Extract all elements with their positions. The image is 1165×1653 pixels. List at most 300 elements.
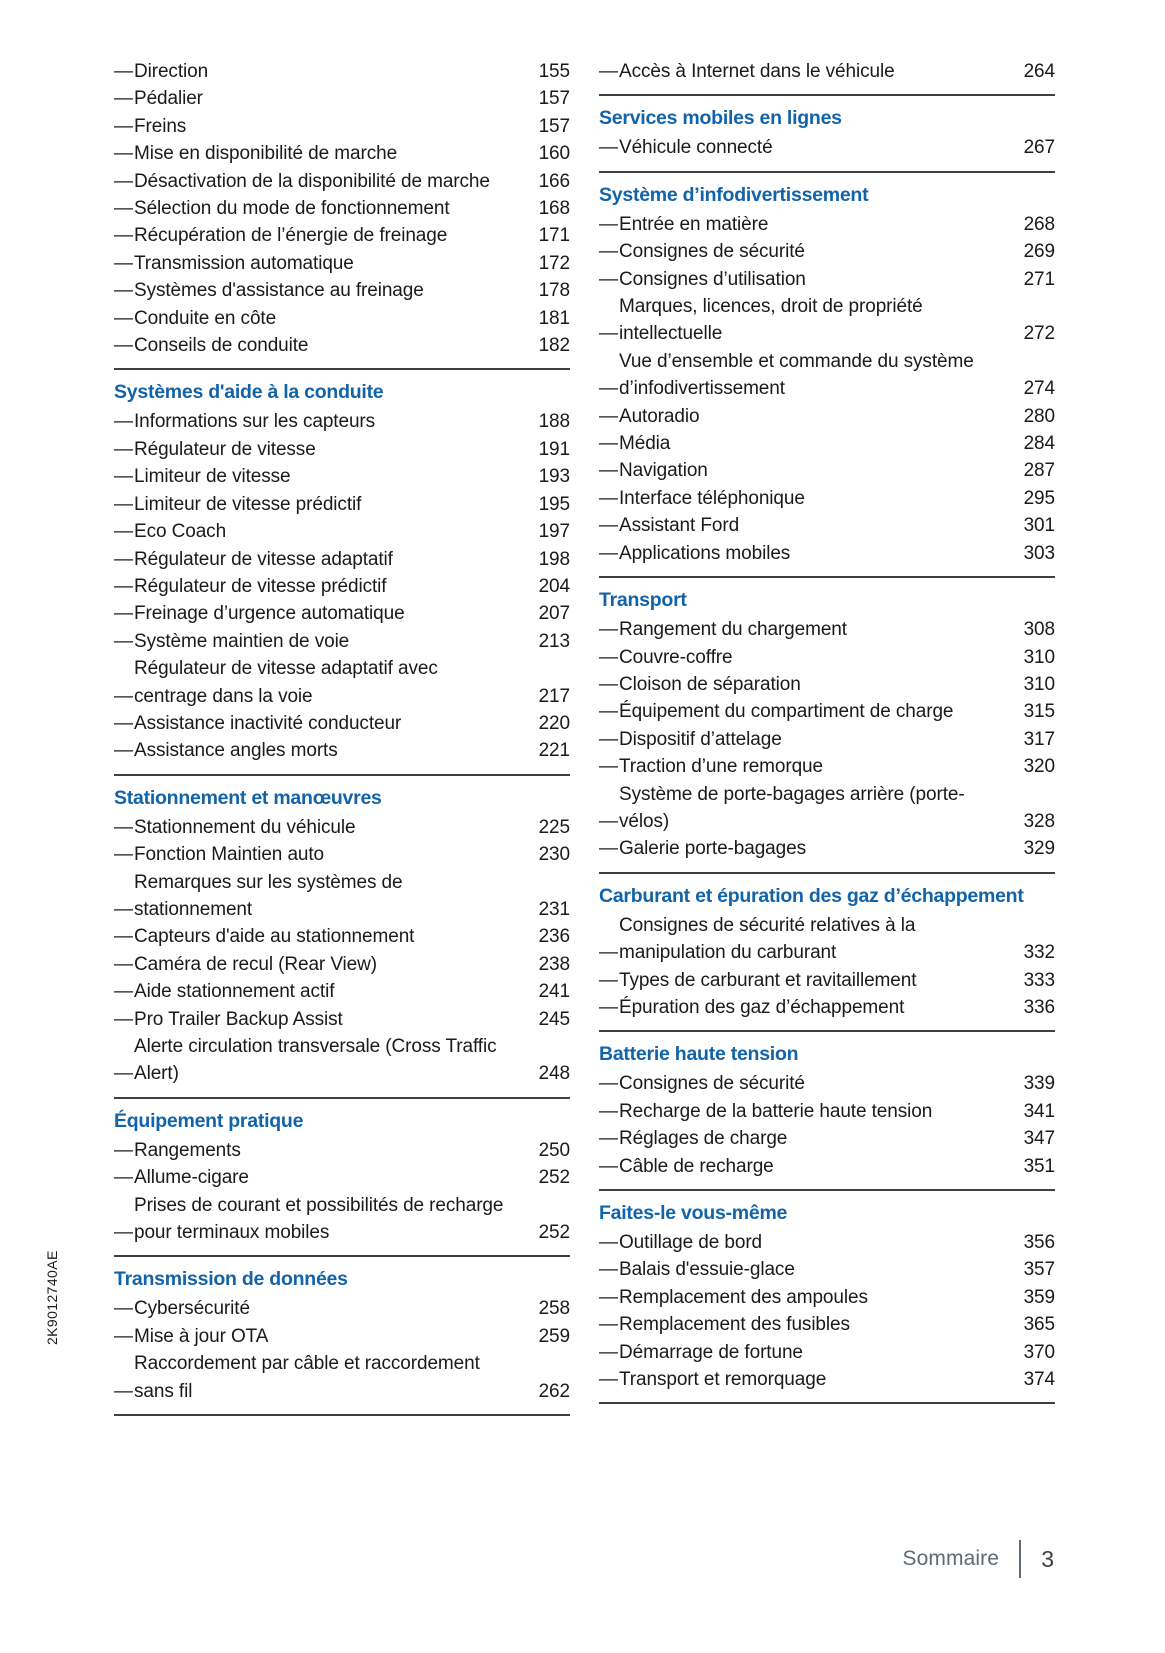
toc-entry[interactable] [599,1366,1055,1393]
toc-section-title: Équipement pratique [114,1109,304,1132]
entry-dash-icon: — [599,1073,618,1095]
toc-entry[interactable] [599,1153,1055,1180]
toc-section [114,1109,570,1247]
section-divider [599,171,1055,173]
toc-entry-page-number: 310 [1023,673,1055,695]
toc-entry-page-number: 252 [538,1167,570,1189]
toc-entry-page-number: 225 [538,816,570,838]
toc-entry-label: Eco Coach [134,521,227,543]
toc-entry-label: Allume-cigare [134,1167,249,1189]
toc-entry[interactable] [599,512,1055,539]
toc-entry-label: Direction [134,61,209,82]
toc-entry-page-number: 339 [1023,1073,1055,1095]
toc-entry[interactable] [599,540,1055,567]
toc-entry-label: Système maintien de voie [134,630,350,652]
toc-entry-label: Pro Trailer Backup Assist [134,1008,343,1030]
entry-dash-icon: — [599,996,618,1018]
toc-entry[interactable] [599,1311,1055,1338]
section-divider [114,1255,570,1257]
entry-dash-icon: — [114,252,133,274]
toc-section-title: Transport [599,589,687,612]
entry-dash-icon: — [114,1222,133,1244]
toc-entry-page-number: 238 [538,953,570,975]
toc-entry-label: Consignes de sécurité [619,241,805,263]
toc-entry[interactable] [114,978,570,1005]
toc-section-title: Systèmes d'aide à la conduite [114,381,384,404]
toc-entry-label: Véhicule connecté [619,137,773,159]
entry-dash-icon: — [114,438,133,460]
toc-entry-label: Transport et remorquage [619,1369,827,1391]
toc-entry-label: Pédalier [134,88,203,110]
toc-entry[interactable] [114,408,570,435]
toc-entry-page-number: 236 [538,926,570,948]
toc-section [599,106,1055,161]
toc-entry[interactable] [599,403,1055,430]
toc-entry-label: Média [619,433,671,455]
toc-entry-page-number: 245 [538,1008,570,1030]
section-divider [599,1402,1055,1404]
toc-entry-page-number: 193 [538,466,570,488]
toc-entry-page-number: 171 [538,225,570,247]
entry-dash-icon: — [114,1325,133,1347]
toc-entry-page-number: 178 [538,280,570,302]
toc-entry-label: Dispositif d’attelage [619,728,782,750]
toc-entry-label: Mise à jour OTA [134,1325,269,1347]
toc-entry-page-number: 157 [538,115,570,137]
toc-entry[interactable] [599,1256,1055,1283]
toc-section [599,1042,1055,1180]
toc-entry-page-number: 347 [1023,1128,1055,1150]
toc-entry-page-number: 188 [538,411,570,433]
toc-section-title: Système d’infodivertissement [599,183,869,206]
toc-entry-page-number: 329 [1023,838,1055,860]
toc-section [114,1267,570,1405]
toc-entry-page-number: 198 [538,548,570,570]
toc-entry-page-number: 287 [1023,460,1055,482]
toc-entry[interactable] [114,1164,570,1191]
toc-entry-label: Consignes d’utilisation [619,268,806,290]
toc-entry-label: Remplacement des ampoules [619,1286,868,1308]
toc-entry-label: Balais d'essuie-glace [619,1259,795,1281]
toc-section-title: Batterie haute tension [599,1043,799,1066]
toc-entry-label: Recharge de la batterie haute tension [619,1100,933,1122]
toc-section [114,786,570,1088]
toc-entry[interactable] [599,58,1055,85]
toc-entry-page-number: 241 [538,981,570,1003]
toc-entry-page-number: 197 [538,521,570,543]
toc-entry-label: Système de porte-bagages arrière (porte-vélos) [619,783,965,832]
toc-entry-label: Démarrage de fortune [619,1341,803,1363]
toc-entry-label: Mise en disponibilité de marche [134,143,398,165]
right-column [599,58,1055,1426]
toc-entry[interactable] [599,616,1055,643]
entry-dash-icon: — [599,1369,618,1391]
toc-entry-label: Alerte circulation transversale (Cross Traffic Alert) [134,1036,497,1085]
toc-entry-page-number: 264 [1023,61,1055,82]
toc-entry-page-number: 217 [538,685,570,707]
toc-entry-page-number: 269 [1023,241,1055,263]
toc-entry[interactable] [114,1192,570,1247]
toc-entry-label: Fonction Maintien auto [134,844,325,866]
toc-entry-page-number: 230 [538,844,570,866]
toc-entry[interactable] [114,951,570,978]
toc-entry-page-number: 351 [1023,1155,1055,1177]
toc-entry-page-number: 357 [1023,1259,1055,1281]
toc-entry-label: Épuration des gaz d’échappement [619,996,905,1018]
toc-entry[interactable] [599,671,1055,698]
toc-entry-label: Outillage de bord [619,1232,763,1253]
toc-entry-page-number: 303 [1023,542,1055,564]
toc-entry-label: Stationnement du véhicule [134,816,356,838]
toc-entry-label: Équipement du compartiment de charge [619,701,954,723]
toc-entry-label: Types de carburant et ravitaillement [619,969,917,991]
toc-entry-label: Marques, licences, droit de propriété intellectuelle [619,296,923,345]
entry-dash-icon: — [599,61,618,82]
entry-dash-icon: — [114,685,133,707]
toc-entry-page-number: 155 [538,61,570,82]
toc-entry-label: Conduite en côte [134,307,277,329]
toc-entry[interactable] [114,655,570,710]
toc-section [114,380,570,764]
toc-entry[interactable] [114,814,570,841]
toc-section [599,58,1055,85]
section-divider [599,872,1055,874]
entry-dash-icon: — [114,816,133,838]
toc-entry[interactable] [599,781,1055,836]
toc-entry-label: Assistance angles morts [134,740,338,762]
toc-entry-label: Raccordement par câble et raccordement sans fil [134,1353,480,1402]
toc-entry[interactable] [599,293,1055,348]
toc-entry-page-number: 220 [538,712,570,734]
toc-entry-page-number: 248 [538,1063,570,1085]
toc-entry[interactable] [599,457,1055,484]
toc-entry-label: Applications mobiles [619,542,791,564]
toc-entry[interactable] [114,1033,570,1088]
toc-entry-label: Régulateur de vitesse prédictif [134,575,387,597]
section-divider [114,1414,570,1416]
toc-entry[interactable] [114,277,570,304]
toc-entry[interactable] [599,430,1055,457]
toc-entry-page-number: 341 [1023,1100,1055,1122]
toc-entry[interactable] [114,737,570,764]
toc-entry[interactable] [114,869,570,924]
toc-entry-label: Traction d’une remorque [619,756,823,778]
toc-entry-page-number: 301 [1023,515,1055,537]
entry-dash-icon: — [114,335,133,357]
toc-entry[interactable] [114,518,570,545]
toc-entry[interactable] [114,1006,570,1033]
toc-entry[interactable] [599,1229,1055,1256]
toc-entry[interactable] [599,1339,1055,1366]
entry-dash-icon: — [114,280,133,302]
toc-entry-label: Informations sur les capteurs [134,411,376,433]
entry-dash-icon: — [114,1167,133,1189]
toc-entry-label: Transmission automatique [134,252,354,274]
entry-dash-icon: — [599,1341,618,1363]
toc-entry[interactable] [114,491,570,518]
toc-entry-page-number: 336 [1023,996,1055,1018]
toc-entry[interactable] [114,168,570,195]
toc-section [599,588,1055,863]
entry-dash-icon: — [114,170,133,192]
toc-entry-page-number: 333 [1023,969,1055,991]
toc-entry-label: Consignes de sécurité relatives à la manipulation du carburant [619,914,916,964]
toc-entry-label: Conseils de conduite [134,335,309,357]
toc-entry[interactable] [599,726,1055,753]
entry-dash-icon: — [114,1008,133,1030]
toc-entry[interactable] [599,485,1055,512]
footer-page-number: 3 [1041,1545,1054,1572]
entry-dash-icon: — [599,378,618,400]
toc-entry[interactable] [114,436,570,463]
toc-entry-label: Récupération de l’énergie de freinage [134,225,448,247]
section-divider [114,1097,570,1099]
entry-dash-icon: — [599,942,618,964]
entry-dash-icon: — [599,619,618,641]
toc-section [599,884,1055,1022]
entry-dash-icon: — [114,575,133,597]
toc-entry-page-number: 271 [1023,268,1055,290]
toc-entry-label: Autoradio [619,405,700,427]
toc-entry-page-number: 160 [538,143,570,165]
toc-columns [114,58,1054,1426]
entry-dash-icon: — [599,433,618,455]
toc-entry-label: Systèmes d'assistance au freinage [134,280,424,302]
toc-entry[interactable] [114,1323,570,1350]
entry-dash-icon: — [599,728,618,750]
toc-entry[interactable] [114,85,570,112]
toc-entry[interactable] [114,58,570,85]
toc-entry[interactable] [599,912,1055,967]
toc-entry[interactable] [114,841,570,868]
toc-entry-page-number: 191 [538,438,570,460]
toc-entry-label: Assistance inactivité conducteur [134,712,402,734]
entry-dash-icon: — [114,981,133,1003]
toc-entry[interactable] [599,1098,1055,1125]
toc-entry-label: Navigation [619,460,708,482]
entry-dash-icon: — [114,603,133,625]
toc-entry[interactable] [599,348,1055,403]
toc-entry[interactable] [599,967,1055,994]
toc-entry-label: Interface téléphonique [619,487,805,509]
entry-dash-icon: — [114,198,133,220]
toc-entry-page-number: 231 [538,898,570,920]
toc-entry-label: Caméra de recul (Rear View) [134,953,377,975]
toc-entry-page-number: 172 [538,252,570,274]
toc-entry-label: Galerie porte-bagages [619,838,806,860]
entry-dash-icon: — [599,515,618,537]
toc-entry-page-number: 221 [538,740,570,762]
toc-entry-page-number: 182 [538,335,570,357]
toc-section-title: Services mobiles en lignes [599,107,842,130]
toc-entry-label: Régulateur de vitesse adaptatif [134,548,393,570]
toc-entry[interactable] [114,250,570,277]
entry-dash-icon: — [114,1139,133,1161]
section-divider [599,1030,1055,1032]
entry-dash-icon: — [114,493,133,515]
toc-entry-label: Cloison de séparation [619,673,801,695]
entry-dash-icon: — [599,323,618,345]
toc-entry-label: Couvre-coffre [619,646,733,668]
toc-entry-page-number: 320 [1023,756,1055,778]
section-divider [114,368,570,370]
toc-entry[interactable] [114,546,570,573]
toc-entry-label: Remarques sur les systèmes de stationnement [134,871,403,920]
toc-entry[interactable] [114,332,570,359]
toc-entry-label: Désactivation de la disponibilité de marche [134,170,490,192]
toc-entry-page-number: 267 [1023,137,1055,159]
toc-entry[interactable] [114,140,570,167]
toc-entry[interactable] [114,222,570,249]
toc-entry-page-number: 259 [538,1325,570,1347]
toc-entry[interactable] [114,573,570,600]
toc-entry[interactable] [599,211,1055,238]
toc-entry-label: Limiteur de vitesse prédictif [134,493,362,515]
toc-entry[interactable] [599,1070,1055,1097]
toc-entry[interactable] [114,463,570,490]
toc-entry[interactable] [114,305,570,332]
toc-entry[interactable] [599,644,1055,671]
toc-entry-page-number: 317 [1023,728,1055,750]
toc-entry-page-number: 268 [1023,213,1055,235]
toc-entry-page-number: 157 [538,88,570,110]
entry-dash-icon: — [599,1232,618,1253]
section-divider [599,94,1055,96]
toc-section-title: Stationnement et manœuvres [114,786,382,809]
entry-dash-icon: — [599,213,618,235]
toc-entry-label: Prises de courant et possibilités de recharge pour terminaux mobiles [134,1194,504,1244]
toc-section [114,58,570,359]
toc-entry[interactable] [599,238,1055,265]
toc-entry-page-number: 365 [1023,1314,1055,1336]
toc-entry-page-number: 370 [1023,1341,1055,1363]
toc-entry-page-number: 308 [1023,619,1055,641]
toc-entry-label: Freins [134,115,187,137]
toc-entry[interactable] [599,1284,1055,1311]
entry-dash-icon: — [599,701,618,723]
entry-dash-icon: — [114,953,133,975]
toc-entry-page-number: 204 [538,575,570,597]
toc-entry-label: Sélection du mode de fonctionnement [134,198,450,220]
entry-dash-icon: — [599,1100,618,1122]
toc-section [599,1201,1055,1393]
toc-entry[interactable] [599,698,1055,725]
toc-entry[interactable] [599,134,1055,161]
entry-dash-icon: — [114,548,133,570]
entry-dash-icon: — [114,712,133,734]
entry-dash-icon: — [114,61,133,82]
toc-entry[interactable] [599,266,1055,293]
entry-dash-icon: — [114,1298,133,1320]
toc-entry-label: Assistant Ford [619,515,740,537]
entry-dash-icon: — [599,268,618,290]
toc-entry-page-number: 195 [538,493,570,515]
entry-dash-icon: — [599,1314,618,1336]
toc-entry[interactable] [114,923,570,950]
toc-entry[interactable] [114,710,570,737]
toc-entry-page-number: 250 [538,1139,570,1161]
entry-dash-icon: — [599,838,618,860]
toc-entry-label: Limiteur de vitesse [134,466,291,488]
toc-entry-page-number: 207 [538,603,570,625]
toc-entry-page-number: 356 [1023,1232,1055,1253]
toc-entry[interactable] [114,628,570,655]
toc-entry-page-number: 284 [1023,433,1055,455]
toc-entry-label: Freinage d’urgence automatique [134,603,405,625]
entry-dash-icon: — [114,926,133,948]
toc-entry-page-number: 274 [1023,378,1055,400]
toc-entry-page-number: 332 [1023,942,1055,964]
toc-entry[interactable] [114,113,570,140]
entry-dash-icon: — [114,115,133,137]
entry-dash-icon: — [114,844,133,866]
toc-entry[interactable] [114,1137,570,1164]
entry-dash-icon: — [599,460,618,482]
entry-dash-icon: — [599,405,618,427]
entry-dash-icon: — [114,88,133,110]
entry-dash-icon: — [114,466,133,488]
entry-dash-icon: — [114,1063,133,1085]
entry-dash-icon: — [599,1155,618,1177]
toc-entry-label: Capteurs d'aide au stationnement [134,926,415,948]
toc-entry[interactable] [599,994,1055,1021]
toc-entry-page-number: 252 [538,1222,570,1244]
toc-entry[interactable] [114,195,570,222]
entry-dash-icon: — [114,307,133,329]
section-divider [599,1189,1055,1191]
entry-dash-icon: — [114,143,133,165]
entry-dash-icon: — [114,898,133,920]
entry-dash-icon: — [114,225,133,247]
section-divider [599,576,1055,578]
toc-entry-page-number: 295 [1023,487,1055,509]
toc-entry-page-number: 280 [1023,405,1055,427]
toc-entry-label: Réglages de charge [619,1128,788,1150]
entry-dash-icon: — [599,1286,618,1308]
toc-entry[interactable] [599,753,1055,780]
toc-entry-label: Cybersécurité [134,1298,250,1320]
toc-entry[interactable] [599,835,1055,862]
toc-entry-page-number: 315 [1023,701,1055,723]
toc-entry-page-number: 262 [538,1380,570,1402]
toc-entry[interactable] [114,1295,570,1322]
toc-entry[interactable] [114,1350,570,1405]
entry-dash-icon: — [599,969,618,991]
entry-dash-icon: — [599,542,618,564]
toc-entry-page-number: 359 [1023,1286,1055,1308]
toc-entry-page-number: 310 [1023,646,1055,668]
toc-entry-label: Entrée en matière [619,213,769,235]
toc-section-title: Carburant et épuration des gaz d’échappement [599,884,1024,907]
entry-dash-icon: — [599,756,618,778]
entry-dash-icon: — [114,1380,133,1402]
entry-dash-icon: — [114,630,133,652]
toc-entry[interactable] [599,1125,1055,1152]
entry-dash-icon: — [599,1128,618,1150]
toc-entry-label: Accès à Internet dans le véhicule [619,61,895,82]
toc-entry-page-number: 272 [1023,323,1055,345]
toc-entry-page-number: 213 [538,630,570,652]
toc-entry-label: Aide stationnement actif [134,981,335,1003]
toc-entry[interactable] [114,600,570,627]
toc-entry-label: Vue d’ensemble et commande du système d’infodivertissement [619,350,974,400]
toc-entry-page-number: 166 [538,170,570,192]
entry-dash-icon: — [599,487,618,509]
toc-section-title: Faites-le vous-même [599,1202,788,1224]
toc-entry-label: Rangements [134,1139,241,1161]
page-footer [903,1539,1054,1579]
toc-entry-label: Régulateur de vitesse adaptatif avec centrage dans la voie [134,658,438,707]
